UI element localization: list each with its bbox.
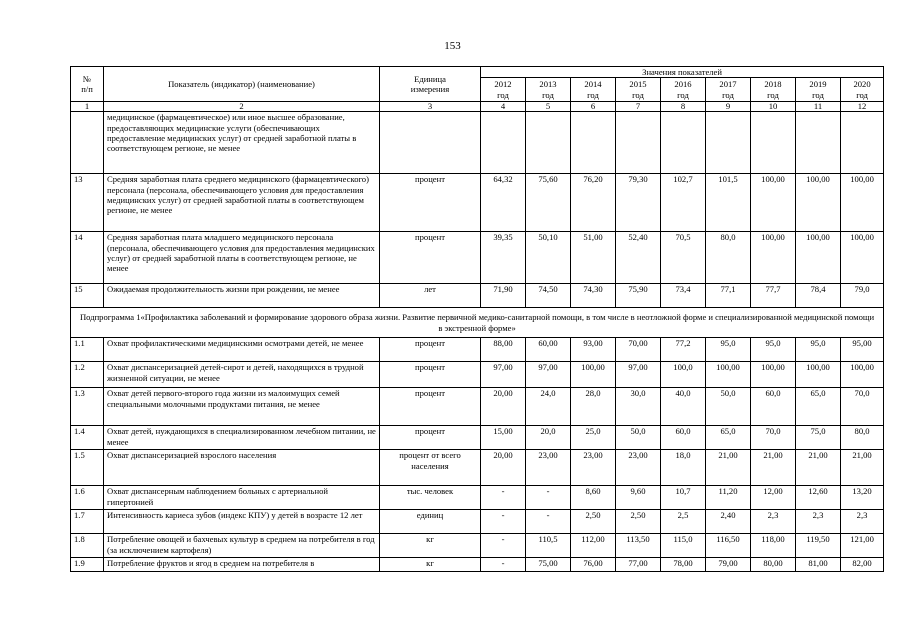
value-cell: 75,0	[796, 426, 841, 450]
table-body	[71, 112, 884, 572]
row-number: 1.2	[71, 362, 104, 388]
row-number: 1.1	[71, 338, 104, 362]
row-number: 1.4	[71, 426, 104, 450]
value-cell: 110,5	[526, 534, 571, 558]
unit-cell	[380, 112, 481, 174]
value-cell: 80,0	[841, 426, 884, 450]
header-year: 2017 год	[706, 78, 751, 102]
value-cell	[661, 112, 706, 174]
column-number: 12	[841, 102, 884, 112]
value-cell: 100,00	[796, 362, 841, 388]
value-cell: 18,0	[661, 450, 706, 486]
indicator-name: Средняя заработная плата среднего медицинского (фармацевтического) персонала (персонала, обеспечивающего условия для предоставления медицинских услуг) от средней заработной платы в соответствующем регионе, не менее	[104, 174, 380, 232]
value-cell: 71,90	[481, 284, 526, 308]
indicator-name: медицинское (фармацевтическое) или иное высшее образование, предоставляющих медицинские услуги (обеспечивающих предоставление медицинских услуг) от средней заработной платы в соответствующем регионе, не менее	[104, 112, 380, 174]
value-cell: 81,00	[796, 558, 841, 572]
table-row	[71, 388, 884, 426]
column-number: 4	[481, 102, 526, 112]
value-cell: 50,0	[706, 388, 751, 426]
column-number: 2	[104, 102, 380, 112]
value-cell: 79,00	[706, 558, 751, 572]
indicator-name: Потребление овощей и бахчевых культур в среднем на потребителя в год (за исключением картофеля)	[104, 534, 380, 558]
value-cell: 95,0	[796, 338, 841, 362]
value-cell: 100,00	[751, 232, 796, 284]
value-cell	[481, 112, 526, 174]
value-cell: 52,40	[616, 232, 661, 284]
subprogram-row	[71, 308, 884, 338]
value-cell: 23,00	[526, 450, 571, 486]
header-year: 2013 год	[526, 78, 571, 102]
value-cell: 65,0	[706, 426, 751, 450]
unit-cell: кг	[380, 558, 481, 572]
value-cell: 102,7	[661, 174, 706, 232]
column-number: 1	[71, 102, 104, 112]
value-cell: 119,50	[796, 534, 841, 558]
value-cell: 10,7	[661, 486, 706, 510]
value-cell: 21,00	[841, 450, 884, 486]
value-cell: 75,60	[526, 174, 571, 232]
value-cell: 100,00	[751, 174, 796, 232]
value-cell: 93,00	[571, 338, 616, 362]
value-cell	[526, 112, 571, 174]
table-row	[71, 558, 884, 572]
value-cell: 25,0	[571, 426, 616, 450]
value-cell: 2,5	[661, 510, 706, 534]
table-row	[71, 450, 884, 486]
header-year: 2019 год	[796, 78, 841, 102]
value-cell	[706, 112, 751, 174]
row-number: 1.8	[71, 534, 104, 558]
table-row	[71, 174, 884, 232]
header-values: Значения показателей	[481, 67, 884, 78]
value-cell: 70,0	[751, 426, 796, 450]
value-cell: 21,00	[751, 450, 796, 486]
value-cell: 77,2	[661, 338, 706, 362]
unit-cell: процент	[380, 232, 481, 284]
value-cell: 100,00	[841, 232, 884, 284]
value-cell: 70,5	[661, 232, 706, 284]
unit-cell: лет	[380, 284, 481, 308]
value-cell	[841, 112, 884, 174]
unit-cell: процент	[380, 174, 481, 232]
value-cell: 65,0	[796, 388, 841, 426]
indicator-name: Потребление фруктов и ягод в среднем на потребителя в	[104, 558, 380, 572]
table-row	[71, 486, 884, 510]
header-year: 2018 год	[751, 78, 796, 102]
value-cell: -	[526, 510, 571, 534]
value-cell: 95,00	[841, 338, 884, 362]
value-cell: 8,60	[571, 486, 616, 510]
value-cell: 80,0	[706, 232, 751, 284]
value-cell	[751, 112, 796, 174]
table-row	[71, 284, 884, 308]
table-header	[71, 67, 884, 112]
value-cell: 70,00	[616, 338, 661, 362]
unit-cell: кг	[380, 534, 481, 558]
row-number: 14	[71, 232, 104, 284]
value-cell: 74,30	[571, 284, 616, 308]
value-cell: 77,1	[706, 284, 751, 308]
value-cell: 76,20	[571, 174, 616, 232]
column-number: 3	[380, 102, 481, 112]
indicator-name: Охват диспансеризацией детей-сирот и детей, находящихся в трудной жизненной ситуации, не менее	[104, 362, 380, 388]
value-cell: 23,00	[571, 450, 616, 486]
value-cell: 116,50	[706, 534, 751, 558]
indicator-name: Охват детей, нуждающихся в специализированном лечебном питании, не менее	[104, 426, 380, 450]
indicator-name: Охват профилактическими медицинскими осмотрами детей, не менее	[104, 338, 380, 362]
column-number: 11	[796, 102, 841, 112]
value-cell: 39,35	[481, 232, 526, 284]
value-cell: 2,50	[616, 510, 661, 534]
unit-cell: процент от всего населения	[380, 450, 481, 486]
value-cell: -	[481, 510, 526, 534]
unit-cell: тыс. человек	[380, 486, 481, 510]
value-cell: 2,3	[751, 510, 796, 534]
table-row	[71, 362, 884, 388]
column-number: 9	[706, 102, 751, 112]
value-cell: 21,00	[706, 450, 751, 486]
row-number: 13	[71, 174, 104, 232]
column-number: 5	[526, 102, 571, 112]
unit-cell: процент	[380, 426, 481, 450]
table-row	[71, 534, 884, 558]
value-cell: 12,00	[751, 486, 796, 510]
value-cell: 100,00	[796, 232, 841, 284]
header-year: 2012 год	[481, 78, 526, 102]
value-cell: 100,00	[706, 362, 751, 388]
value-cell: -	[481, 558, 526, 572]
indicator-name: Средняя заработная плата младшего медицинского персонала (персонала, обеспечивающего условия для предоставления медицинских услуг) от средней заработной платы в соответствующем регионе, не менее	[104, 232, 380, 284]
unit-cell: процент	[380, 362, 481, 388]
value-cell	[796, 112, 841, 174]
value-cell: 13,20	[841, 486, 884, 510]
unit-cell: процент	[380, 388, 481, 426]
row-number: 15	[71, 284, 104, 308]
value-cell: 80,00	[751, 558, 796, 572]
value-cell: 20,00	[481, 450, 526, 486]
value-cell: 100,00	[841, 174, 884, 232]
header-year: 2020 год	[841, 78, 884, 102]
value-cell: 11,20	[706, 486, 751, 510]
value-cell: 77,7	[751, 284, 796, 308]
value-cell: 40,0	[661, 388, 706, 426]
value-cell: 2,3	[796, 510, 841, 534]
value-cell: 113,50	[616, 534, 661, 558]
value-cell: 97,00	[616, 362, 661, 388]
value-cell: 112,00	[571, 534, 616, 558]
value-cell: 24,0	[526, 388, 571, 426]
value-cell: 20,0	[526, 426, 571, 450]
value-cell: 78,4	[796, 284, 841, 308]
indicator-name: Интенсивность кариеса зубов (индекс КПУ) у детей в возрасте 12 лет	[104, 510, 380, 534]
value-cell: 60,0	[661, 426, 706, 450]
header-year: 2015 год	[616, 78, 661, 102]
value-cell: 100,00	[571, 362, 616, 388]
value-cell: 64,32	[481, 174, 526, 232]
unit-cell: единиц	[380, 510, 481, 534]
row-number: 1.6	[71, 486, 104, 510]
column-number: 6	[571, 102, 616, 112]
value-cell: 70,0	[841, 388, 884, 426]
value-cell: 28,0	[571, 388, 616, 426]
table-row	[71, 426, 884, 450]
value-cell: 23,00	[616, 450, 661, 486]
value-cell: 51,00	[571, 232, 616, 284]
value-cell: -	[481, 534, 526, 558]
indicator-name: Охват диспансерным наблюдением больных с артериальной гипертонией	[104, 486, 380, 510]
value-cell: 60,00	[526, 338, 571, 362]
indicator-name: Охват диспансеризацией взрослого населения	[104, 450, 380, 486]
value-cell: 100,0	[661, 362, 706, 388]
value-cell: 15,00	[481, 426, 526, 450]
subprogram-title: Подпрограмма 1«Профилактика заболеваний и формирование здорового образа жизни. Развитие первичной медико-санитарной помощи, в том числе в неотложной форме и специализированной медицинской помощи в экстренной форме»	[71, 308, 884, 338]
value-cell: 50,0	[616, 426, 661, 450]
value-cell: 73,4	[661, 284, 706, 308]
table-row	[71, 510, 884, 534]
value-cell: 60,0	[751, 388, 796, 426]
value-cell: 2,3	[841, 510, 884, 534]
value-cell: 121,00	[841, 534, 884, 558]
value-cell: 100,00	[841, 362, 884, 388]
value-cell: 100,00	[796, 174, 841, 232]
unit-cell: процент	[380, 338, 481, 362]
value-cell: 2,40	[706, 510, 751, 534]
indicator-name: Охват детей первого-второго года жизни из малоимущих семей специальными молочными продуктами питания, не менее	[104, 388, 380, 426]
value-cell: 75,00	[526, 558, 571, 572]
value-cell: 82,00	[841, 558, 884, 572]
header-unit: Единица измерения	[380, 67, 481, 102]
value-cell	[571, 112, 616, 174]
value-cell	[616, 112, 661, 174]
row-number	[71, 112, 104, 174]
value-cell: 95,0	[706, 338, 751, 362]
header-num: № п/п	[71, 67, 104, 102]
column-number: 10	[751, 102, 796, 112]
header-year: 2016 год	[661, 78, 706, 102]
table-row	[71, 232, 884, 284]
value-cell: 79,30	[616, 174, 661, 232]
value-cell: 76,00	[571, 558, 616, 572]
table-row	[71, 112, 884, 174]
value-cell: 115,0	[661, 534, 706, 558]
row-number: 1.5	[71, 450, 104, 486]
header-indicator: Показатель (индикатор) (наименование)	[104, 67, 380, 102]
table-row	[71, 338, 884, 362]
value-cell: 97,00	[526, 362, 571, 388]
value-cell: 9,60	[616, 486, 661, 510]
column-number: 7	[616, 102, 661, 112]
value-cell: 77,00	[616, 558, 661, 572]
value-cell: 74,50	[526, 284, 571, 308]
column-number: 8	[661, 102, 706, 112]
value-cell: 97,00	[481, 362, 526, 388]
value-cell: 100,00	[751, 362, 796, 388]
value-cell: 78,00	[661, 558, 706, 572]
value-cell: 101,5	[706, 174, 751, 232]
row-number: 1.9	[71, 558, 104, 572]
value-cell: 20,00	[481, 388, 526, 426]
value-cell: 79,0	[841, 284, 884, 308]
value-cell: 2,50	[571, 510, 616, 534]
value-cell: 95,0	[751, 338, 796, 362]
value-cell: 88,00	[481, 338, 526, 362]
indicators-table	[70, 66, 884, 572]
value-cell: 50,10	[526, 232, 571, 284]
value-cell: 75,90	[616, 284, 661, 308]
row-number: 1.3	[71, 388, 104, 426]
value-cell: 12,60	[796, 486, 841, 510]
value-cell: -	[526, 486, 571, 510]
value-cell: 30,0	[616, 388, 661, 426]
value-cell: 118,00	[751, 534, 796, 558]
value-cell: 21,00	[796, 450, 841, 486]
indicator-name: Ожидаемая продолжительность жизни при рождении, не менее	[104, 284, 380, 308]
value-cell: -	[481, 486, 526, 510]
row-number: 1.7	[71, 510, 104, 534]
page-number: 153	[444, 40, 461, 52]
header-year: 2014 год	[571, 78, 616, 102]
